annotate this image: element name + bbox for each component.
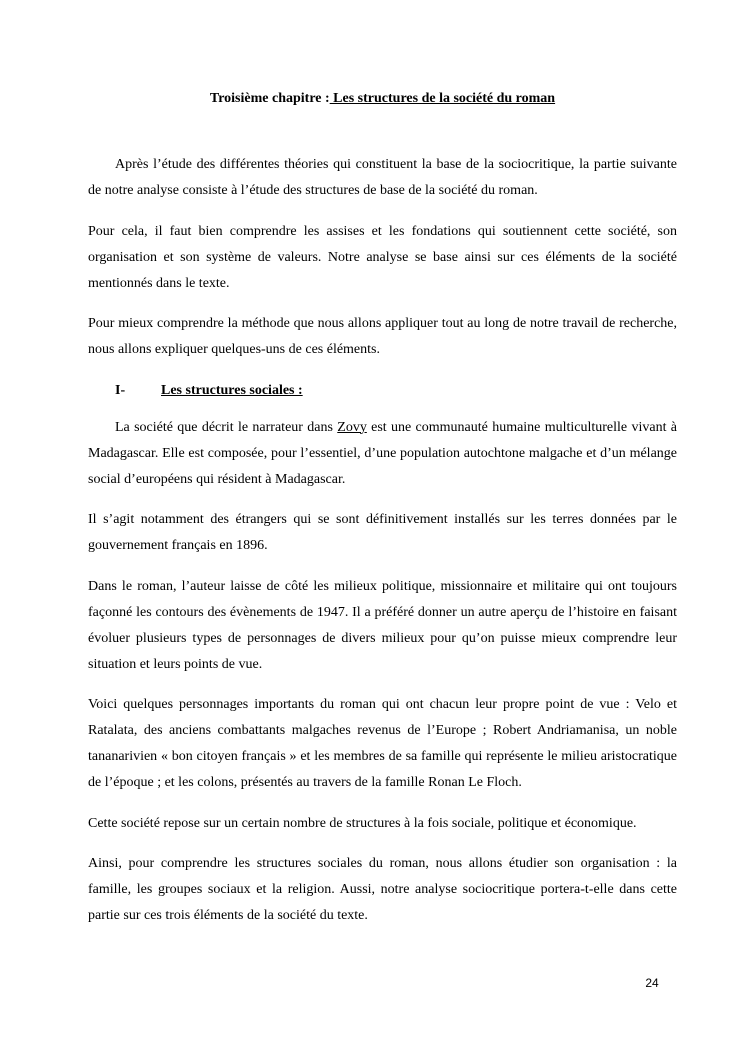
paragraph-etrangers: Il s’agit notamment des étrangers qui se sont définitivement installés sur les terres données par le gouvernement français en 1896. <box>88 512 677 553</box>
body-text <box>88 152 677 944</box>
paragraph-societe-end: est une communauté humaine multiculturelle vivant à Madagascar. Elle est composée, pour l’essentiel, d’une population autochtone malgache et d’un mélange social d’européens qui résident à Madagascar. <box>88 419 677 487</box>
paragraph-personnages: Voici quelques personnages importants du roman qui ont chacun leur propre point de vue : Velo et Ratalata, des anciens combattants malgaches revenus de l’Europe ; Robert Andriamanisa, un noble tananarivien « bon citoyen français » et les membres de sa famille qui représente le milieu aristocratique de l’époque ; et les colons, présentés au travers de la famille Ronan Le Floch. <box>88 697 677 790</box>
paragraph-conclusion: Ainsi, pour comprendre les structures sociales du roman, nous allons étudier son organisation : la famille, les groupes sociaux et la religion. Aussi, notre analyse sociocritique portera-t-elle dans cette partie sur ces trois éléments de la société du texte. <box>88 856 677 923</box>
paragraph-societe <box>88 415 677 493</box>
paragraph-assises: Pour cela, il faut bien comprendre les assises et les fondations qui soutiennent cette société, son organisation et son système de valeurs. Notre analyse se base ainsi sur ces éléments de la société mentionnés dans le texte. <box>88 223 677 291</box>
document-page <box>88 0 677 1053</box>
page-number: 24 <box>645 976 659 990</box>
section-title: Les structures sociales : <box>161 382 303 398</box>
paragraph-structures: Cette société repose sur un certain nombre de structures à la fois sociale, politique et économique. <box>88 815 637 831</box>
novel-title: Zovy <box>337 419 367 435</box>
paragraph-intro: Après l’étude des différentes théories qui constituent la base de la sociocritique, la partie suivante de notre analyse consiste à l’étude des structures de base de la société du roman. <box>88 157 677 198</box>
chapter-prefix: Troisième chapitre : <box>209 91 330 106</box>
chapter-title <box>88 89 677 109</box>
section-heading <box>88 378 677 404</box>
section-number: I- <box>115 382 126 398</box>
paragraph-societe-start: La société que décrit le narrateur dans <box>115 419 338 435</box>
chapter-title-text: Les structures de la société du roman <box>329 91 556 106</box>
paragraph-methode: Pour mieux comprendre la méthode que nous allons appliquer tout au long de notre travail de recherche, nous allons expliquer quelques-uns de ces éléments. <box>88 316 677 357</box>
paragraph-milieux: Dans le roman, l’auteur laisse de côté les milieux politique, missionnaire et militaire qui ont toujours façonné les contours des évènements de 1947. Il a préféré donner un autre aperçu de l’histoire en faisant évoluer plusieurs types de personnages de divers milieux pour qu’on puisse mieux comprendre leur situation et leurs points de vue. <box>88 578 677 672</box>
